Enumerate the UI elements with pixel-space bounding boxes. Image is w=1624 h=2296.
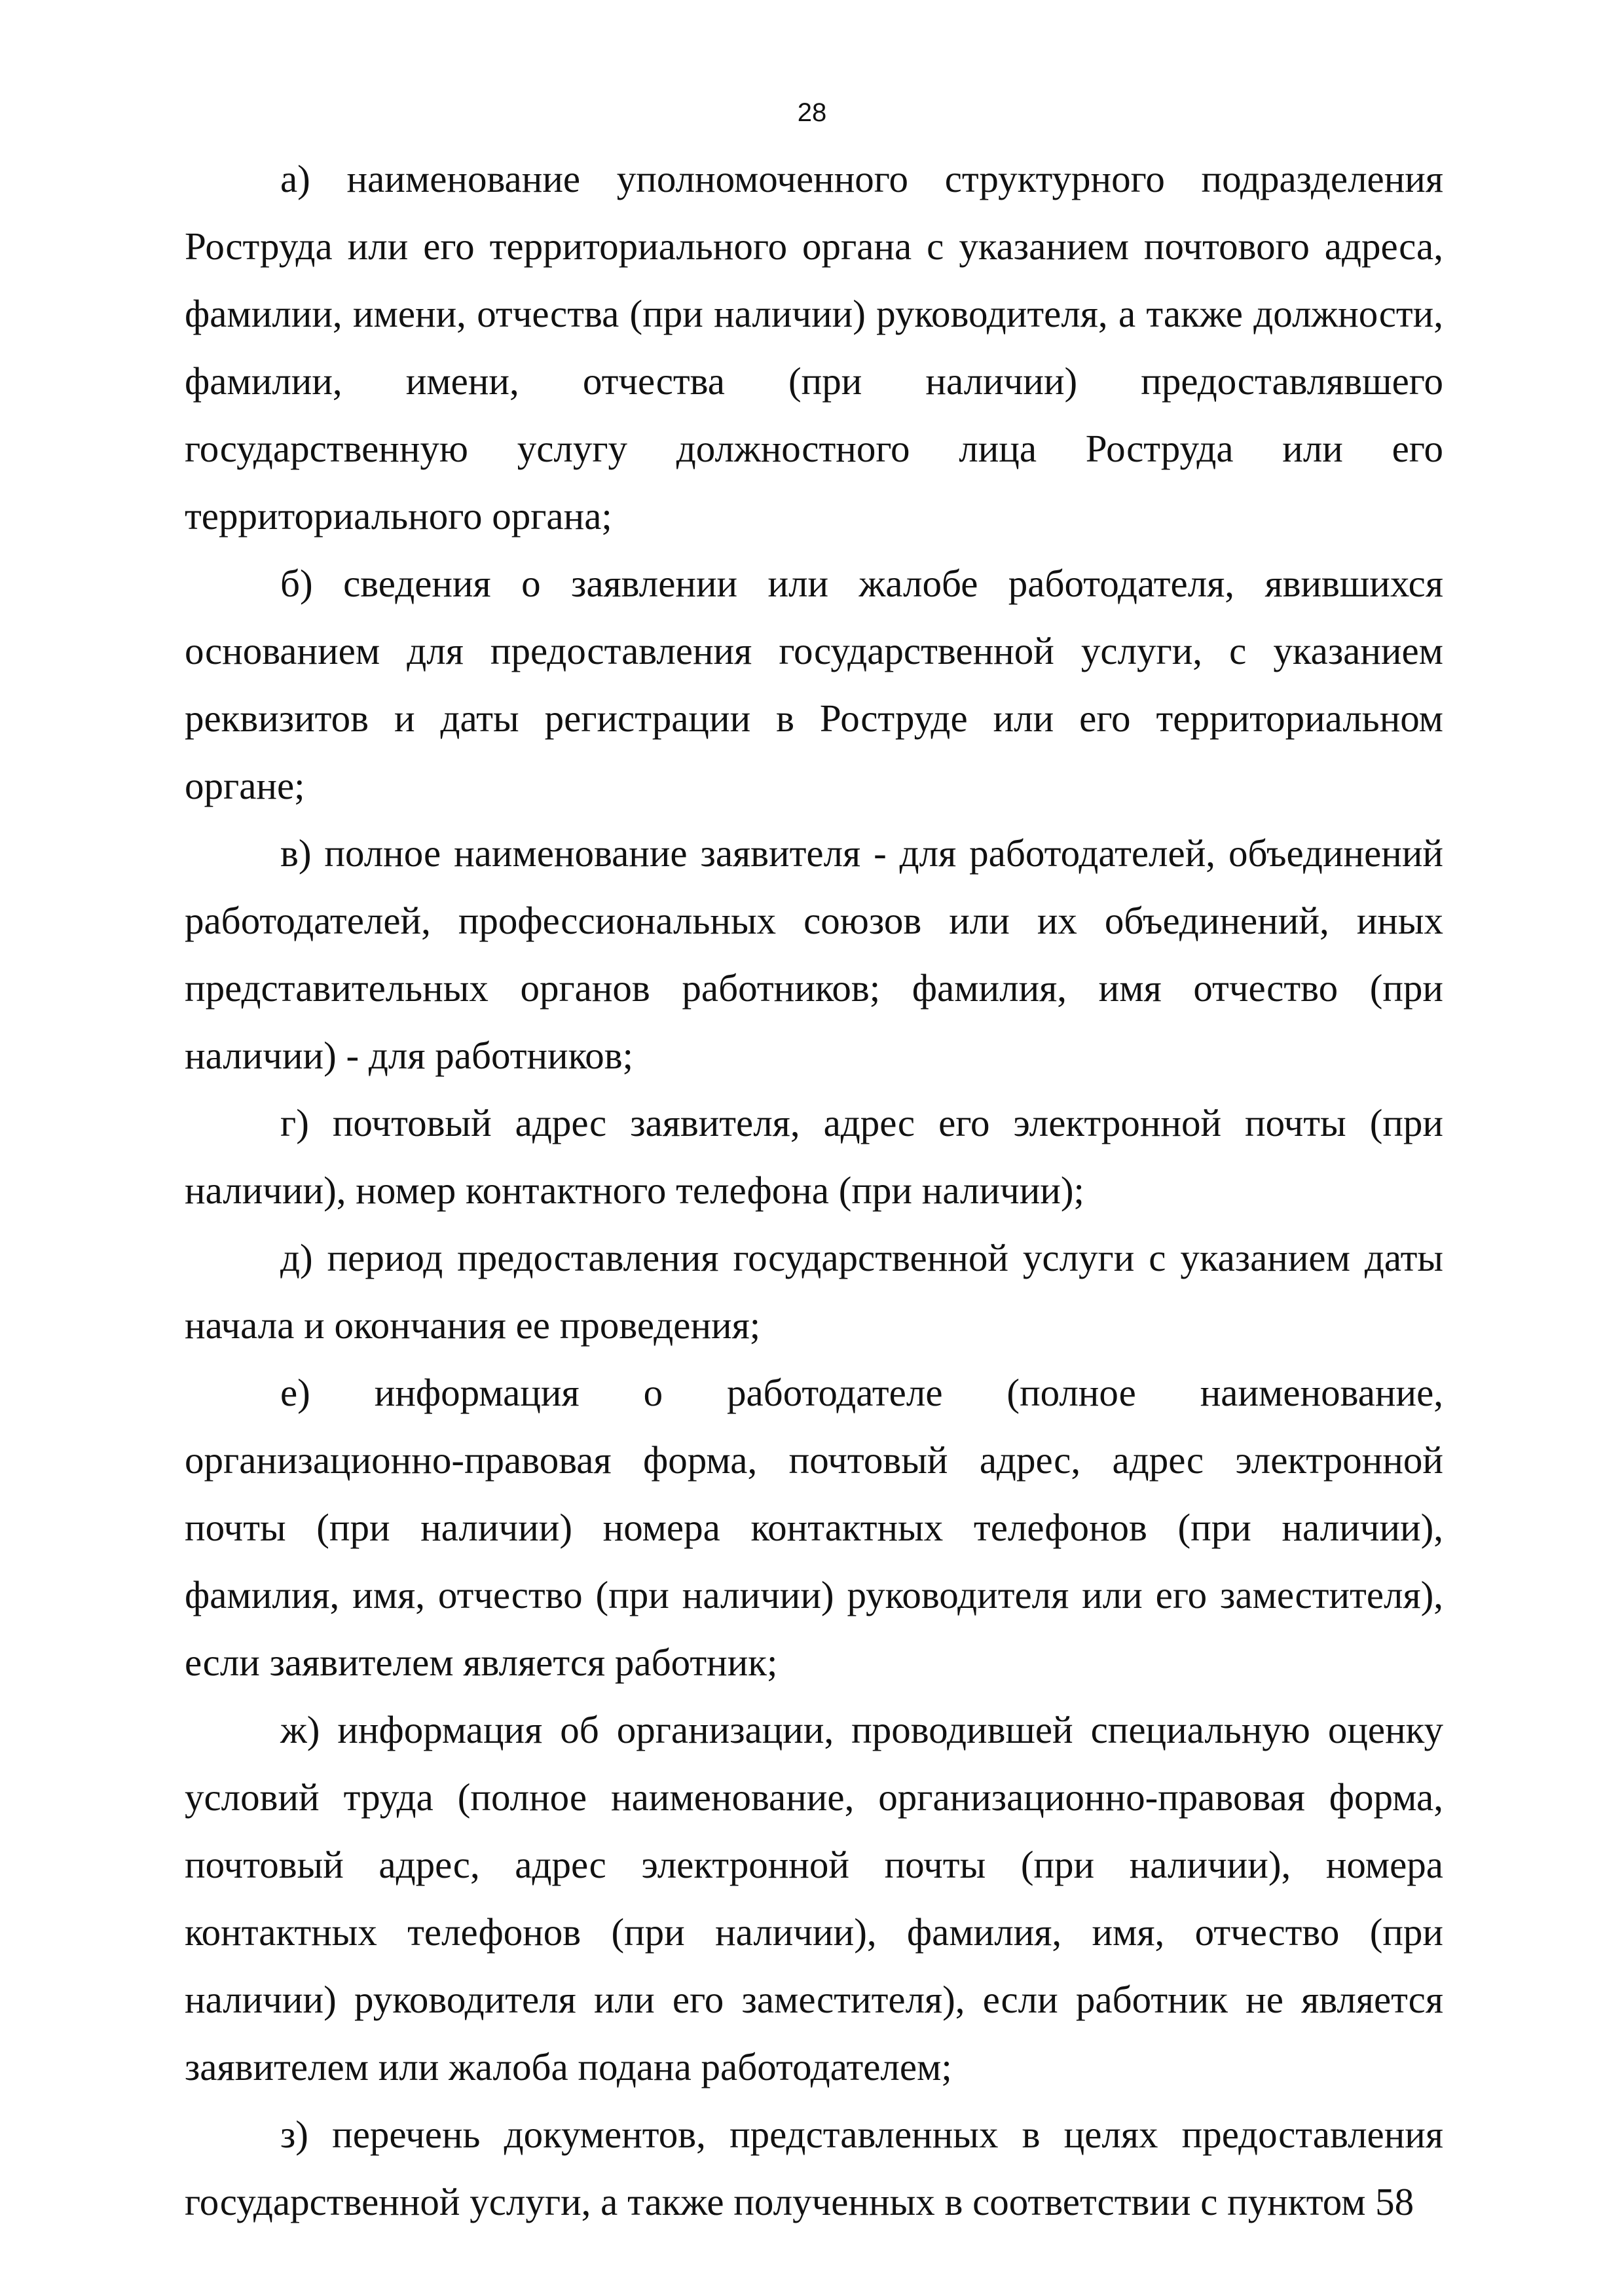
paragraph-e: е) информация о работодателе (полное наименование, организационно-правовая форма, почтовый адрес, адрес электронной почты (при наличии) номера контактных телефонов (при наличии), фамилия, имя, отчество (при наличии) руководителя или его заместителя), если заявителем является работник; (185, 1371, 1443, 1684)
paragraph-g: г) почтовый адрес заявителя, адрес его электронной почты (при наличии), номер контактного телефона (при наличии); (185, 1101, 1443, 1212)
paragraph-zh: ж) информация об организации, проводившей специальную оценку условий труда (полное наименование, организационно-правовая форма, почтовый адрес, адрес электронной почты (при наличии), номера контактных телефонов (при наличии), фамилия, имя, отчество (при наличии) руководителя или его заместителя), если работник не является заявителем или жалоба подана работодателем; (185, 1708, 1443, 2088)
paragraph-d: д) период предоставления государственной услуги с указанием даты начала и окончания ее проведения; (185, 1236, 1443, 1347)
page-number: 28 (797, 98, 827, 127)
paragraph-a: а) наименование уполномоченного структурного подразделения Роструда или его территориального органа с указанием почтового адреса, фамилии, имени, отчества (при наличии) руководителя, а также должности, фамилии, имени, отчества (при наличии) предоставлявшего государственную услугу должностного лица Роструда или его территориального органа; (185, 157, 1443, 538)
paragraph-b: б) сведения о заявлении или жалобе работодателя, явившихся основанием для предоставления государственной услуги, с указанием реквизитов и даты регистрации в Роструде или его территориальном органе; (185, 562, 1443, 807)
paragraph-v: в) полное наименование заявителя - для работодателей, объединений работодателей, профессиональных союзов или их объединений, иных представительных органов работников; фамилия, имя отчество (при наличии) - для работников; (185, 831, 1443, 1077)
paragraph-z: з) перечень документов, представленных в целях предоставления государственной услуги, а также полученных в соответствии с пунктом 58 (185, 2113, 1443, 2223)
document-body (185, 145, 1443, 2236)
